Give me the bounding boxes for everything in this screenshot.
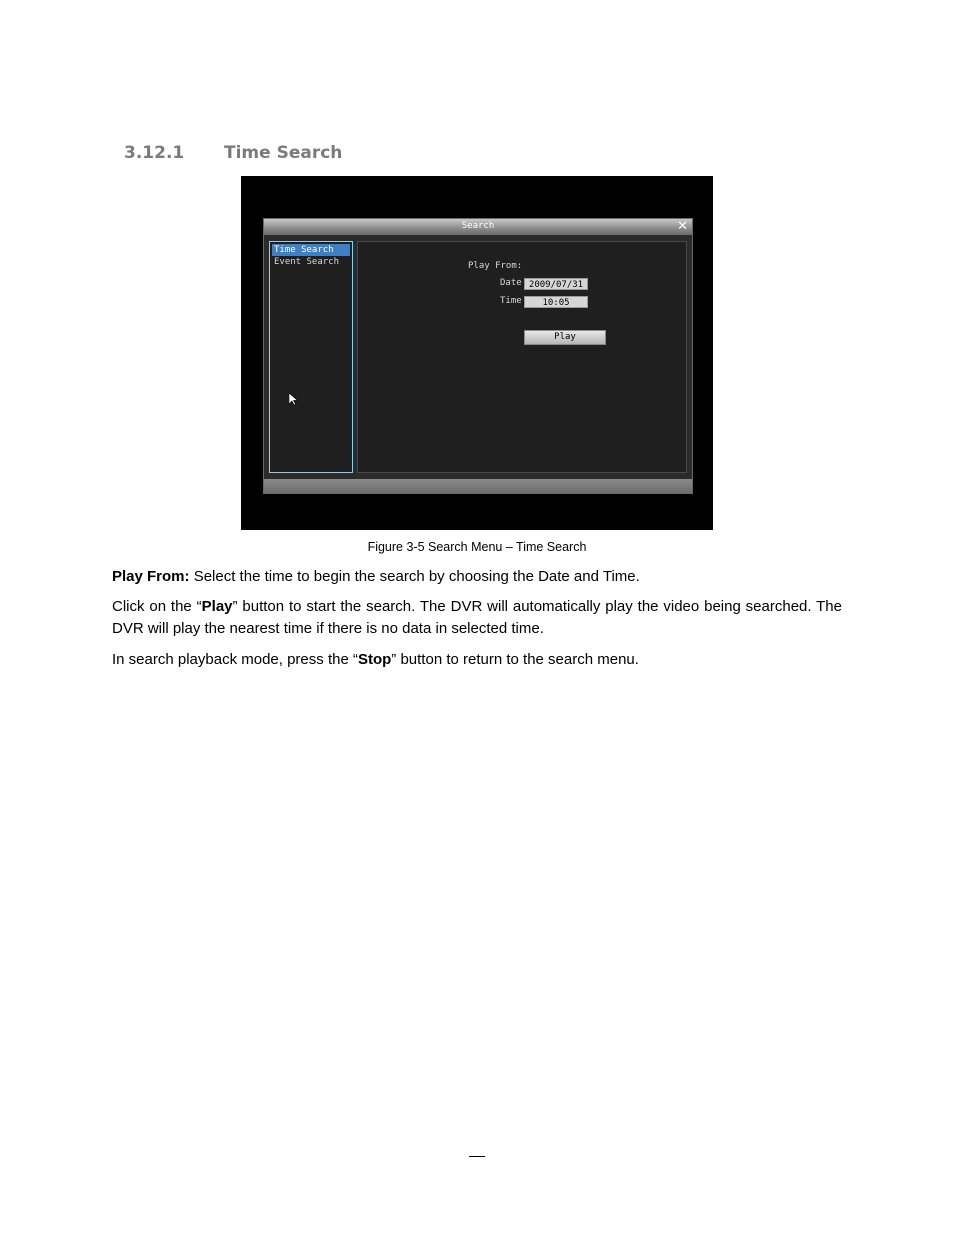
date-label: Date	[500, 278, 522, 288]
page-number-rule	[469, 1156, 485, 1157]
dialog-titlebar	[264, 219, 692, 235]
p2-before: Click on the “	[112, 598, 202, 615]
section-title: Time Search	[224, 143, 343, 163]
figure-screenshot	[241, 176, 713, 530]
date-field[interactable]: 2009/07/31	[524, 278, 588, 290]
figure-caption: Figure 3-5 Search Menu – Time Search	[367, 540, 587, 554]
paragraph-stop-button	[112, 649, 842, 671]
menu-item-time-search[interactable]: Time Search	[272, 244, 350, 256]
search-menu-panel	[269, 241, 353, 473]
play-from-term: Play From:	[112, 568, 190, 585]
dialog-bottom-bar	[264, 479, 692, 493]
paragraph-play-from	[112, 566, 842, 588]
close-icon[interactable]: ✕	[677, 219, 688, 234]
search-form-panel	[357, 241, 687, 473]
p3-after: ” button to return to the search menu.	[391, 651, 639, 668]
p3-before: In search playback mode, press the “	[112, 651, 358, 668]
mouse-pointer-icon	[289, 393, 298, 406]
p2-play-term: Play	[201, 598, 233, 615]
search-dialog	[263, 218, 693, 494]
play-from-label: Play From:	[468, 261, 523, 271]
menu-item-event-search[interactable]: Event Search	[274, 257, 340, 267]
paragraph-play-button	[112, 596, 842, 640]
p3-stop-term: Stop	[357, 651, 392, 668]
p2-after: ” button to start the search. The DVR will automatically play the video being searched. The DVR will play the nearest time if there is no data in selected time.	[112, 598, 842, 637]
time-field[interactable]: 10:05	[524, 296, 588, 308]
dialog-title: Search	[461, 221, 495, 231]
time-label: Time	[500, 296, 522, 306]
play-button[interactable]: Play	[524, 330, 606, 345]
section-number: 3.12.1	[124, 143, 185, 163]
play-from-desc: Select the time to begin the search by choosing the Date and Time.	[189, 568, 640, 585]
